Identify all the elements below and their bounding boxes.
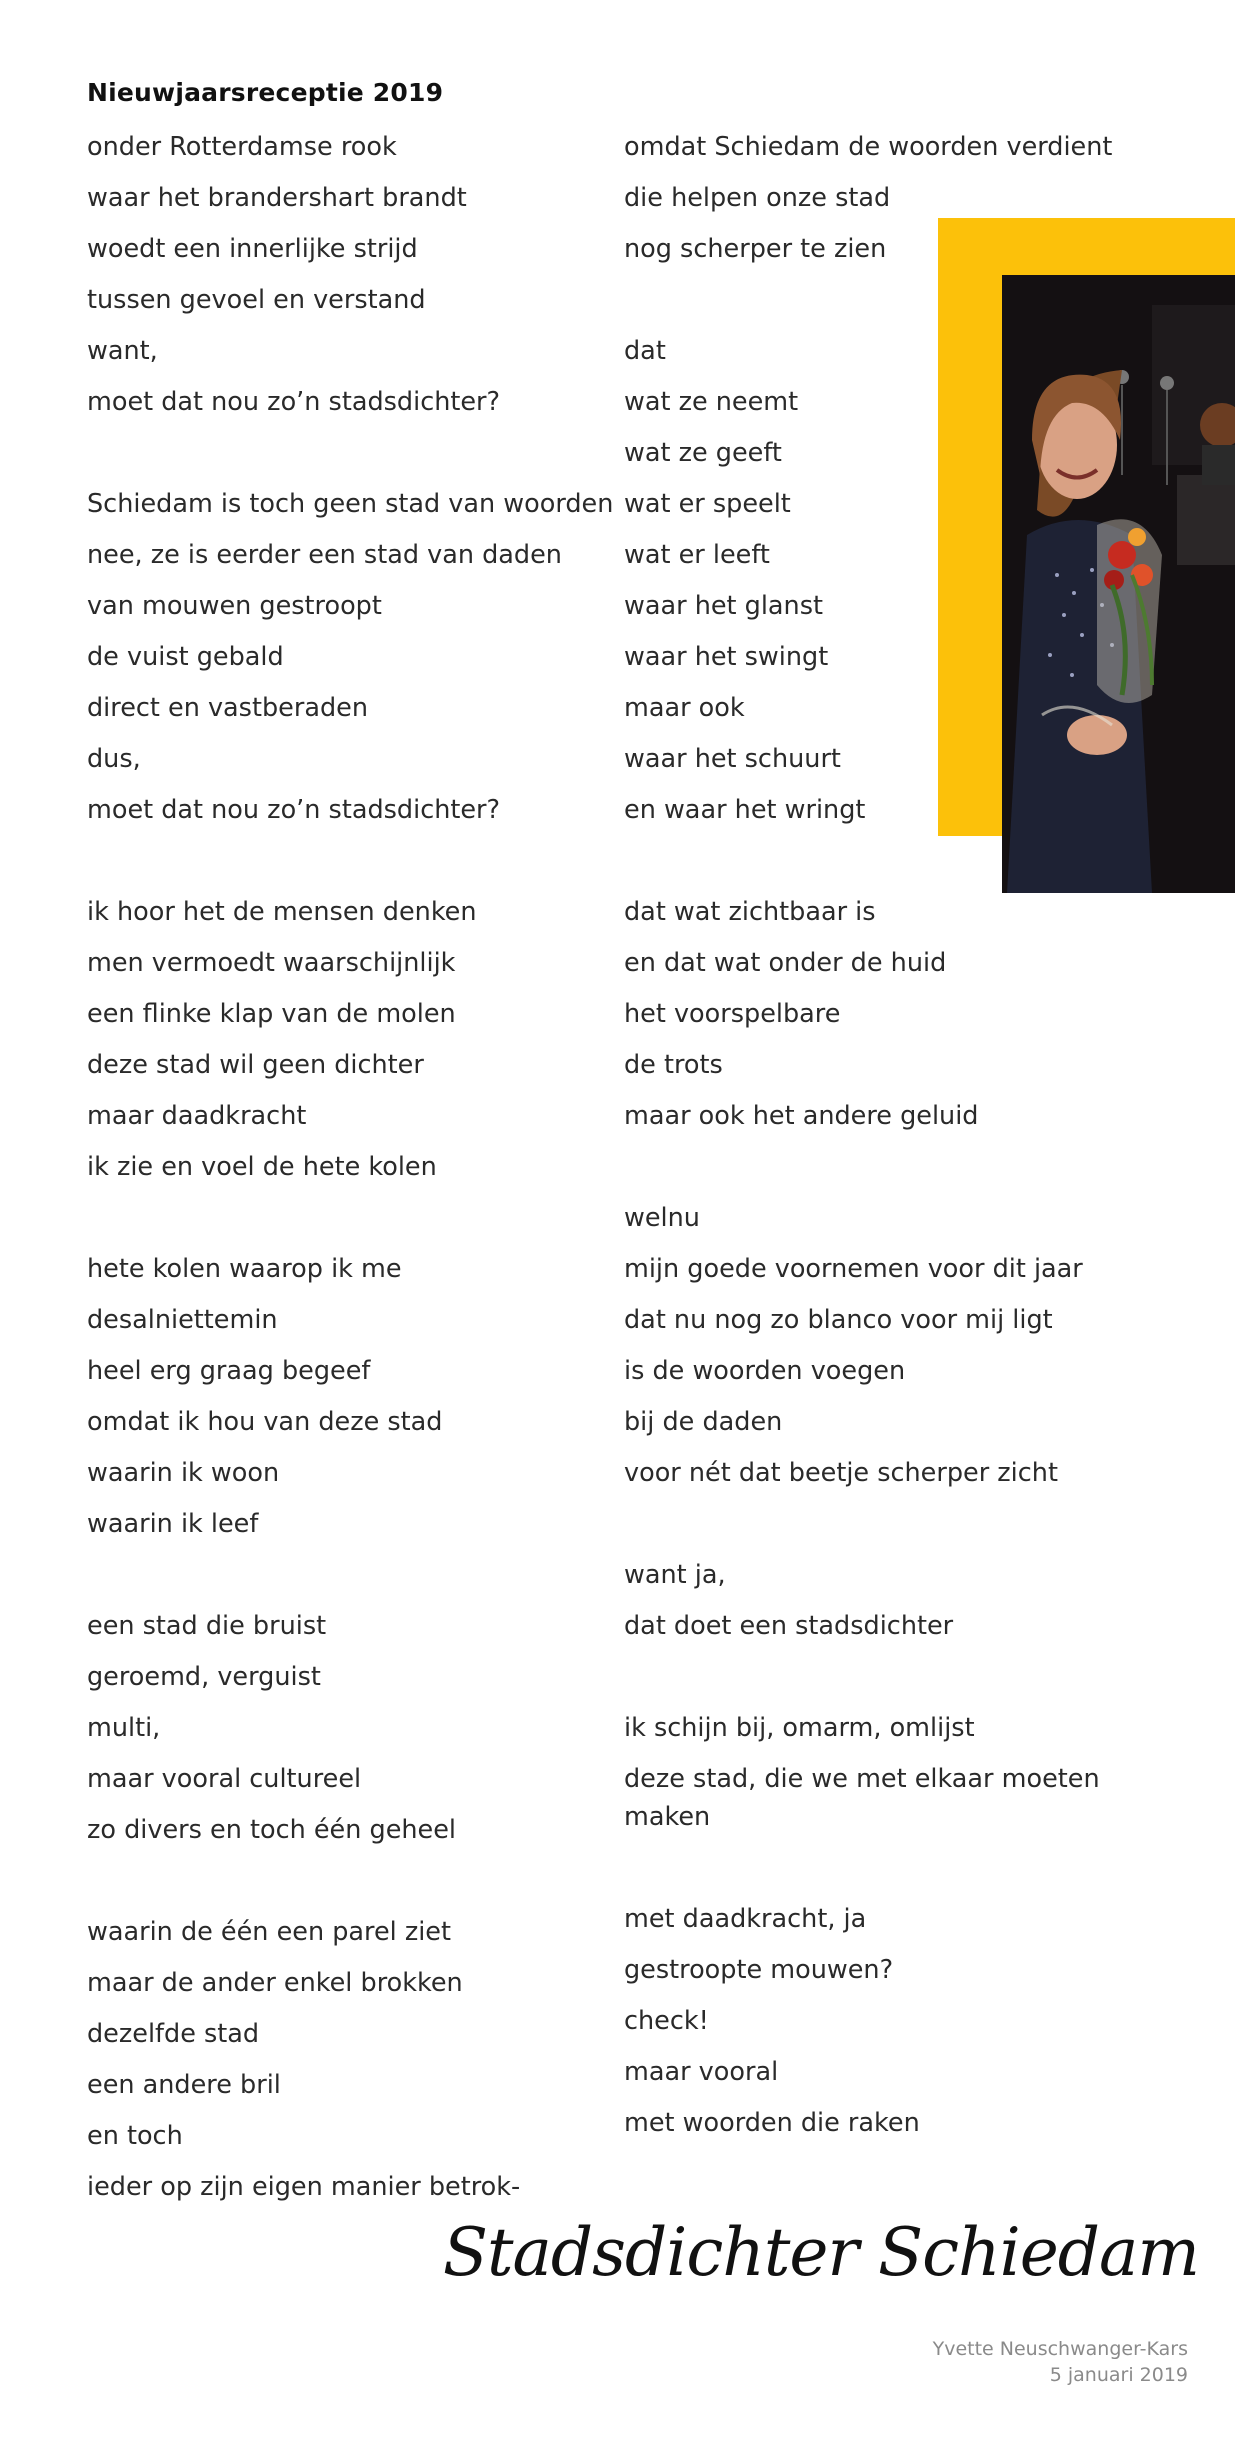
poem-line: met daadkracht, ja bbox=[624, 1904, 867, 1934]
stanza-break bbox=[624, 842, 1144, 893]
stanza-break bbox=[624, 1849, 1144, 1900]
poem-line: woedt een innerlijke strijd bbox=[87, 234, 418, 264]
poem-line: ieder op zijn eigen manier betrok- bbox=[87, 2172, 521, 2202]
poem-line: de trots bbox=[624, 1050, 723, 1080]
poem-line: deze stad, die we met elkaar moeten maken bbox=[624, 1764, 1100, 1832]
poem-line: check! bbox=[624, 2006, 709, 2036]
poem-date: 5 januari 2019 bbox=[1049, 2364, 1188, 2386]
poem-line: omdat ik hou van deze stad bbox=[87, 1407, 443, 1437]
poem-line: want ja, bbox=[624, 1560, 726, 1590]
author-block bbox=[933, 2336, 1188, 2388]
stanza-break bbox=[624, 281, 1144, 332]
poem-line: het voorspelbare bbox=[624, 999, 841, 1029]
poem-line: maar ook het andere geluid bbox=[624, 1101, 979, 1131]
poem-line: ik schijn bij, omarm, omlijst bbox=[624, 1713, 975, 1743]
poem-line: geroemd, verguist bbox=[87, 1662, 321, 1692]
poem-line: nog scherper te zien bbox=[624, 234, 887, 264]
poem-line: waar het schuurt bbox=[624, 744, 841, 774]
poem-line: die helpen onze stad bbox=[624, 183, 891, 213]
poem-line: desalniettemin bbox=[87, 1305, 278, 1335]
poem-line: ik hoor het de mensen denken bbox=[87, 897, 477, 927]
poem-right-column bbox=[624, 128, 1144, 2155]
poem-line: waarin de één een parel ziet bbox=[87, 1917, 451, 1947]
poem-line: wat er leeft bbox=[624, 540, 770, 570]
poem-line: moet dat nou zo’n stadsdichter? bbox=[87, 387, 501, 417]
poem-line: multi, bbox=[87, 1713, 161, 1743]
poem-line: hete kolen waarop ik me bbox=[87, 1254, 402, 1284]
poem-line: van mouwen gestroopt bbox=[87, 591, 382, 621]
poem-line: en waar het wringt bbox=[624, 795, 866, 825]
poem-line: moet dat nou zo’n stadsdichter? bbox=[87, 795, 501, 825]
poem-line: bij de daden bbox=[624, 1407, 783, 1437]
poem-line: en dat wat onder de huid bbox=[624, 948, 947, 978]
poem-line: een flinke klap van de molen bbox=[87, 999, 456, 1029]
stanza-break bbox=[87, 1862, 647, 1913]
poem-line: maar daadkracht bbox=[87, 1101, 307, 1131]
poem-line: dat wat zichtbaar is bbox=[624, 897, 876, 927]
poem-line: maar vooral cultureel bbox=[87, 1764, 362, 1794]
stanza-break bbox=[624, 1658, 1144, 1709]
poem-line: een andere bril bbox=[87, 2070, 281, 2100]
poem-line: met woorden die raken bbox=[624, 2108, 920, 2138]
poem-line: dat nu nog zo blanco voor mij ligt bbox=[624, 1305, 1053, 1335]
poem-line: mijn goede voornemen voor dit jaar bbox=[624, 1254, 1083, 1284]
poem-line: waarin ik leef bbox=[87, 1509, 259, 1539]
stanza-break bbox=[87, 842, 647, 893]
stanza-break bbox=[87, 434, 647, 485]
poem-line: omdat Schiedam de woorden verdient bbox=[624, 132, 1113, 162]
poem-line: dezelfde stad bbox=[87, 2019, 260, 2049]
poem-line: deze stad wil geen dichter bbox=[87, 1050, 424, 1080]
poem-line: dat bbox=[624, 336, 666, 366]
poem-line: Schiedam is toch geen stad van woorden bbox=[87, 489, 614, 519]
poem-line: voor nét dat beetje scherper zicht bbox=[624, 1458, 1058, 1488]
poem-line: maar de ander enkel brokken bbox=[87, 1968, 463, 1998]
poem-line: dat doet een stadsdichter bbox=[624, 1611, 954, 1641]
poem-line: waar het brandershart brandt bbox=[87, 183, 467, 213]
poem-line: ik zie en voel de hete kolen bbox=[87, 1152, 437, 1182]
poem-line: waarin ik woon bbox=[87, 1458, 280, 1488]
poem-line: direct en vastberaden bbox=[87, 693, 368, 723]
poem-line: wat ze geeft bbox=[624, 438, 782, 468]
poem-line: onder Rotterdamse rook bbox=[87, 132, 397, 162]
poem-line: wat er speelt bbox=[624, 489, 791, 519]
poem-line: welnu bbox=[624, 1203, 700, 1233]
poem-line: want, bbox=[87, 336, 158, 366]
poem-line: en toch bbox=[87, 2121, 183, 2151]
poem-line: waar het glanst bbox=[624, 591, 823, 621]
poem-line: dus, bbox=[87, 744, 141, 774]
poem-line: de vuist gebald bbox=[87, 642, 284, 672]
stanza-break bbox=[624, 1148, 1144, 1199]
poem-title: Nieuwjaarsreceptie 2019 bbox=[87, 78, 444, 107]
stanza-break bbox=[624, 1505, 1144, 1556]
poem-line: tussen gevoel en verstand bbox=[87, 285, 426, 315]
poem-line: zo divers en toch één geheel bbox=[87, 1815, 457, 1845]
poem-line: maar vooral bbox=[624, 2057, 779, 2087]
poem-line: gestroopte mouwen? bbox=[624, 1955, 894, 1985]
poem-line: maar ook bbox=[624, 693, 745, 723]
poem-line: een stad die bruist bbox=[87, 1611, 327, 1641]
poem-line: heel erg graag begeef bbox=[87, 1356, 371, 1386]
poem-line: is de woorden voegen bbox=[624, 1356, 906, 1386]
signature-logo: Stadsdichter Schiedam bbox=[442, 2214, 1199, 2291]
poem-line: men vermoedt waarschijnlijk bbox=[87, 948, 456, 978]
poem-left-column bbox=[87, 128, 647, 2219]
poem-line: waar het swingt bbox=[624, 642, 829, 672]
poem-line: nee, ze is eerder een stad van daden bbox=[87, 540, 562, 570]
poem-line: wat ze neemt bbox=[624, 387, 799, 417]
stanza-break bbox=[87, 1556, 647, 1607]
author-name: Yvette Neuschwanger-Kars bbox=[932, 2338, 1188, 2360]
stanza-break bbox=[87, 1199, 647, 1250]
